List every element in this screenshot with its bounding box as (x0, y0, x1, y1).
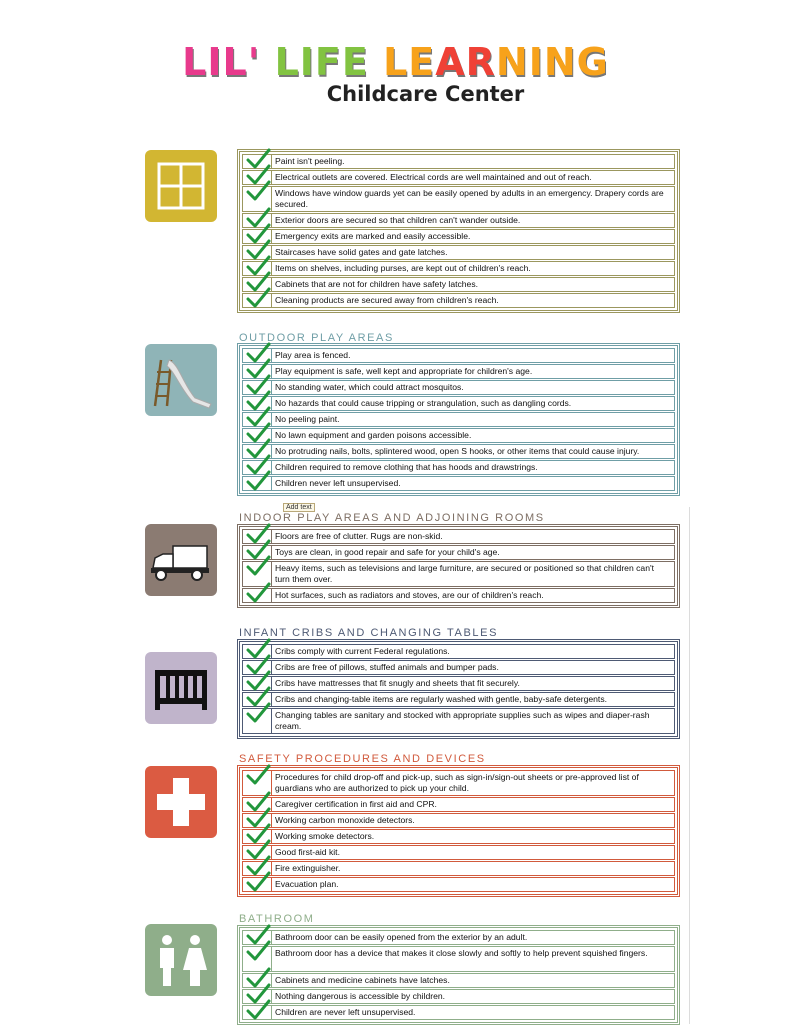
checklist-item-text: Children never left unsupervised. (275, 478, 401, 488)
row-divider (271, 155, 272, 168)
checklist-item (242, 989, 675, 1004)
checkmark-icon (245, 582, 271, 604)
row-divider (271, 171, 272, 184)
checkmark-icon (245, 871, 271, 893)
checklist-item (242, 545, 675, 560)
checklist-cribs (237, 639, 680, 739)
first-aid-cross-icon (145, 766, 217, 838)
checklist-item-text: Windows have window guards yet can be easily opened by adults in an emergency. Drapery cords are secured. (275, 188, 664, 209)
checklist-item-text: Play equipment is safe, well kept and appropriate for children's age. (275, 366, 533, 376)
checklist-item (242, 813, 675, 828)
checklist-item (242, 476, 675, 491)
checklist-item-text: Paint isn't peeling. (275, 156, 345, 166)
logo (0, 40, 791, 106)
checklist-item-text: Cribs and changing-table items are regularly washed with gentle, baby-safe detergents. (275, 694, 608, 704)
row-divider (271, 397, 272, 410)
checklist-item-text: Nothing dangerous is accessible by children. (275, 991, 446, 1001)
row-divider (271, 798, 272, 811)
row-divider (271, 862, 272, 875)
checklist-item (242, 692, 675, 707)
row-divider (271, 214, 272, 227)
checklist-item-text: No hazards that could cause tripping or strangulation, such as dangling cords. (275, 398, 572, 408)
checklist-item-text: Cleaning products are secured away from children's reach. (275, 295, 499, 305)
row-divider (271, 709, 272, 733)
checklist-item-text: Bathroom door has a device that makes it close slowly and softly to help prevent squished fingers. (275, 948, 648, 958)
checklist-item-text: Play area is fenced. (275, 350, 351, 360)
checklist-item-text: Working smoke detectors. (275, 831, 375, 841)
checklist-item (242, 154, 675, 169)
logo-word: AR (435, 40, 496, 84)
checklist-home-safety (237, 149, 680, 313)
checklist-item (242, 229, 675, 244)
checklist-item-text: Heavy items, such as televisions and large furniture, are secured or positioned so that children can't turn them over. (275, 563, 655, 584)
row-divider (271, 246, 272, 259)
checklist-item (242, 708, 675, 734)
checklist-item-text: Children required to remove clothing that has hoods and drawstrings. (275, 462, 538, 472)
logo-space (260, 40, 274, 84)
checklist-item-text: Cabinets and medicine cabinets have latches. (275, 975, 450, 985)
checklist-item (242, 213, 675, 228)
logo-title (0, 40, 791, 84)
checklist-item-text: Cribs comply with current Federal regulations. (275, 646, 450, 656)
checklist-item (242, 412, 675, 427)
slide-icon (145, 344, 217, 416)
checklist-item (242, 930, 675, 945)
checklist-item (242, 529, 675, 544)
row-divider (271, 262, 272, 275)
row-divider (271, 693, 272, 706)
checklist-indoor (237, 524, 680, 608)
checklist-item-text: No peeling paint. (275, 414, 340, 424)
checkmark-icon (245, 999, 271, 1021)
checklist-item (242, 396, 675, 411)
checklist-item (242, 861, 675, 876)
checklist-item-text: Procedures for child drop-off and pick-up, such as sign-in/sign-out sheets or pre-approved list of guardians who are authorized to pick up your child. (275, 772, 639, 793)
row-divider (271, 187, 272, 211)
checklist-item-text: Bathroom door can be easily opened from the exterior by an adult. (275, 932, 528, 942)
row-divider (271, 974, 272, 987)
checklist-item-text: Electrical outlets are covered. Electrical cords are well maintained and out of reach. (275, 172, 592, 182)
row-divider (271, 278, 272, 291)
row-divider (271, 947, 272, 971)
row-divider (271, 413, 272, 426)
checklist-item-text: Toys are clean, in good repair and safe for your child's age. (275, 547, 500, 557)
checklist-item (242, 170, 675, 185)
checklist-item-text: Good first-aid kit. (275, 847, 340, 857)
window-icon (145, 150, 217, 222)
row-divider (271, 589, 272, 602)
checklist-item-text: Hot surfaces, such as radiators and stoves, are our of children's reach. (275, 590, 544, 600)
crib-icon (145, 652, 217, 724)
logo-subtitle: Childcare Center (326, 82, 525, 106)
checklist-item-text: Evacuation plan. (275, 879, 339, 889)
checklist-item (242, 877, 675, 892)
checklist-item-text: Emergency exits are marked and easily accessible. (275, 231, 471, 241)
section-title-safety: SAFETY PROCEDURES AND DEVICES (239, 753, 486, 765)
checklist-item (242, 588, 675, 603)
checklist-item-text: Floors are free of clutter. Rugs are non-skid. (275, 531, 443, 541)
checklist-item (242, 261, 675, 276)
checklist-item (242, 676, 675, 691)
checklist-item-text: Caregiver certification in first aid and CPR. (275, 799, 437, 809)
logo-space (369, 40, 383, 84)
checklist-item-text: Children are never left unsupervised. (275, 1007, 416, 1017)
row-divider (271, 830, 272, 843)
row-divider (271, 645, 272, 658)
checklist-item-text: No standing water, which could attract mosquitos. (275, 382, 464, 392)
checklist-item (242, 277, 675, 292)
checklist-item (242, 364, 675, 379)
checkmark-icon (245, 764, 271, 786)
checkmark-icon (245, 940, 271, 962)
checklist-item (242, 946, 675, 972)
checklist-item (242, 644, 675, 659)
row-divider (271, 814, 272, 827)
add-text-tooltip[interactable]: Add text (283, 503, 315, 512)
checklist-item-text: Exterior doors are secured so that children can't wander outside. (275, 215, 521, 225)
checklist-item (242, 245, 675, 260)
checklist-outdoor (237, 343, 680, 496)
checklist-bathroom (237, 925, 680, 1025)
checklist-item-text: Staircases have solid gates and gate latches. (275, 247, 448, 257)
logo-word: LIFE (274, 40, 369, 84)
row-divider (271, 546, 272, 559)
row-divider (271, 990, 272, 1003)
checklist-item (242, 460, 675, 475)
checklist-item (242, 1005, 675, 1020)
checkmark-icon (245, 180, 271, 202)
checklist-item-text: Cribs have mattresses that fit snugly and sheets that fit securely. (275, 678, 520, 688)
section-title-outdoor: OUTDOOR PLAY AREAS (239, 332, 394, 344)
checklist-item (242, 561, 675, 587)
row-divider (271, 931, 272, 944)
checkmark-icon (245, 555, 271, 577)
row-divider (271, 530, 272, 543)
logo-word: LIL' (182, 40, 261, 84)
checklist-item (242, 829, 675, 844)
section-title-indoor: INDOOR PLAY AREAS AND ADJOINING ROOMS (239, 512, 545, 524)
row-divider (271, 230, 272, 243)
checklist-item (242, 973, 675, 988)
checklist-item-text: Changing tables are sanitary and stocked with appropriate supplies such as wipes and diaper-rash cream. (275, 710, 650, 731)
row-divider (271, 1006, 272, 1019)
row-divider (271, 429, 272, 442)
checklist-item-text: Items on shelves, including purses, are kept out of children's reach. (275, 263, 531, 273)
checklist-item-text: Working carbon monoxide detectors. (275, 815, 415, 825)
checkmark-icon (245, 702, 271, 724)
checklist-item-text: No lawn equipment and garden poisons accessible. (275, 430, 472, 440)
checklist-item (242, 660, 675, 675)
checklist-item (242, 186, 675, 212)
row-divider (271, 477, 272, 490)
checkmark-icon (245, 287, 271, 309)
section-title-cribs: INFANT CRIBS AND CHANGING TABLES (239, 627, 499, 639)
checklist-item (242, 428, 675, 443)
row-divider (271, 461, 272, 474)
checklist-safety (237, 765, 680, 897)
checklist-item (242, 770, 675, 796)
checklist-item (242, 444, 675, 459)
row-divider (271, 349, 272, 362)
checklist-item-text: Cribs are free of pillows, stuffed animals and bumper pads. (275, 662, 499, 672)
toy-truck-icon (145, 524, 217, 596)
row-divider (271, 846, 272, 859)
checklist-item-text: Cabinets that are not for children have safety latches. (275, 279, 479, 289)
page-divider (689, 507, 690, 1024)
row-divider (271, 771, 272, 795)
checklist-item (242, 797, 675, 812)
row-divider (271, 294, 272, 307)
restroom-icon (145, 924, 217, 996)
row-divider (271, 878, 272, 891)
checklist-item (242, 293, 675, 308)
checklist-item (242, 380, 675, 395)
checklist-item-text: No protruding nails, bolts, splintered wood, open S hooks, or other items that could cause injury. (275, 446, 640, 456)
row-divider (271, 381, 272, 394)
checkmark-icon (245, 470, 271, 492)
row-divider (271, 445, 272, 458)
section-title-bathroom: BATHROOM (239, 913, 315, 925)
row-divider (271, 562, 272, 586)
logo-word: NING (495, 40, 609, 84)
row-divider (271, 365, 272, 378)
row-divider (271, 677, 272, 690)
checklist-item (242, 845, 675, 860)
logo-word: LE (383, 40, 436, 84)
checklist-item-text: Fire extinguisher. (275, 863, 341, 873)
row-divider (271, 661, 272, 674)
checklist-item (242, 348, 675, 363)
